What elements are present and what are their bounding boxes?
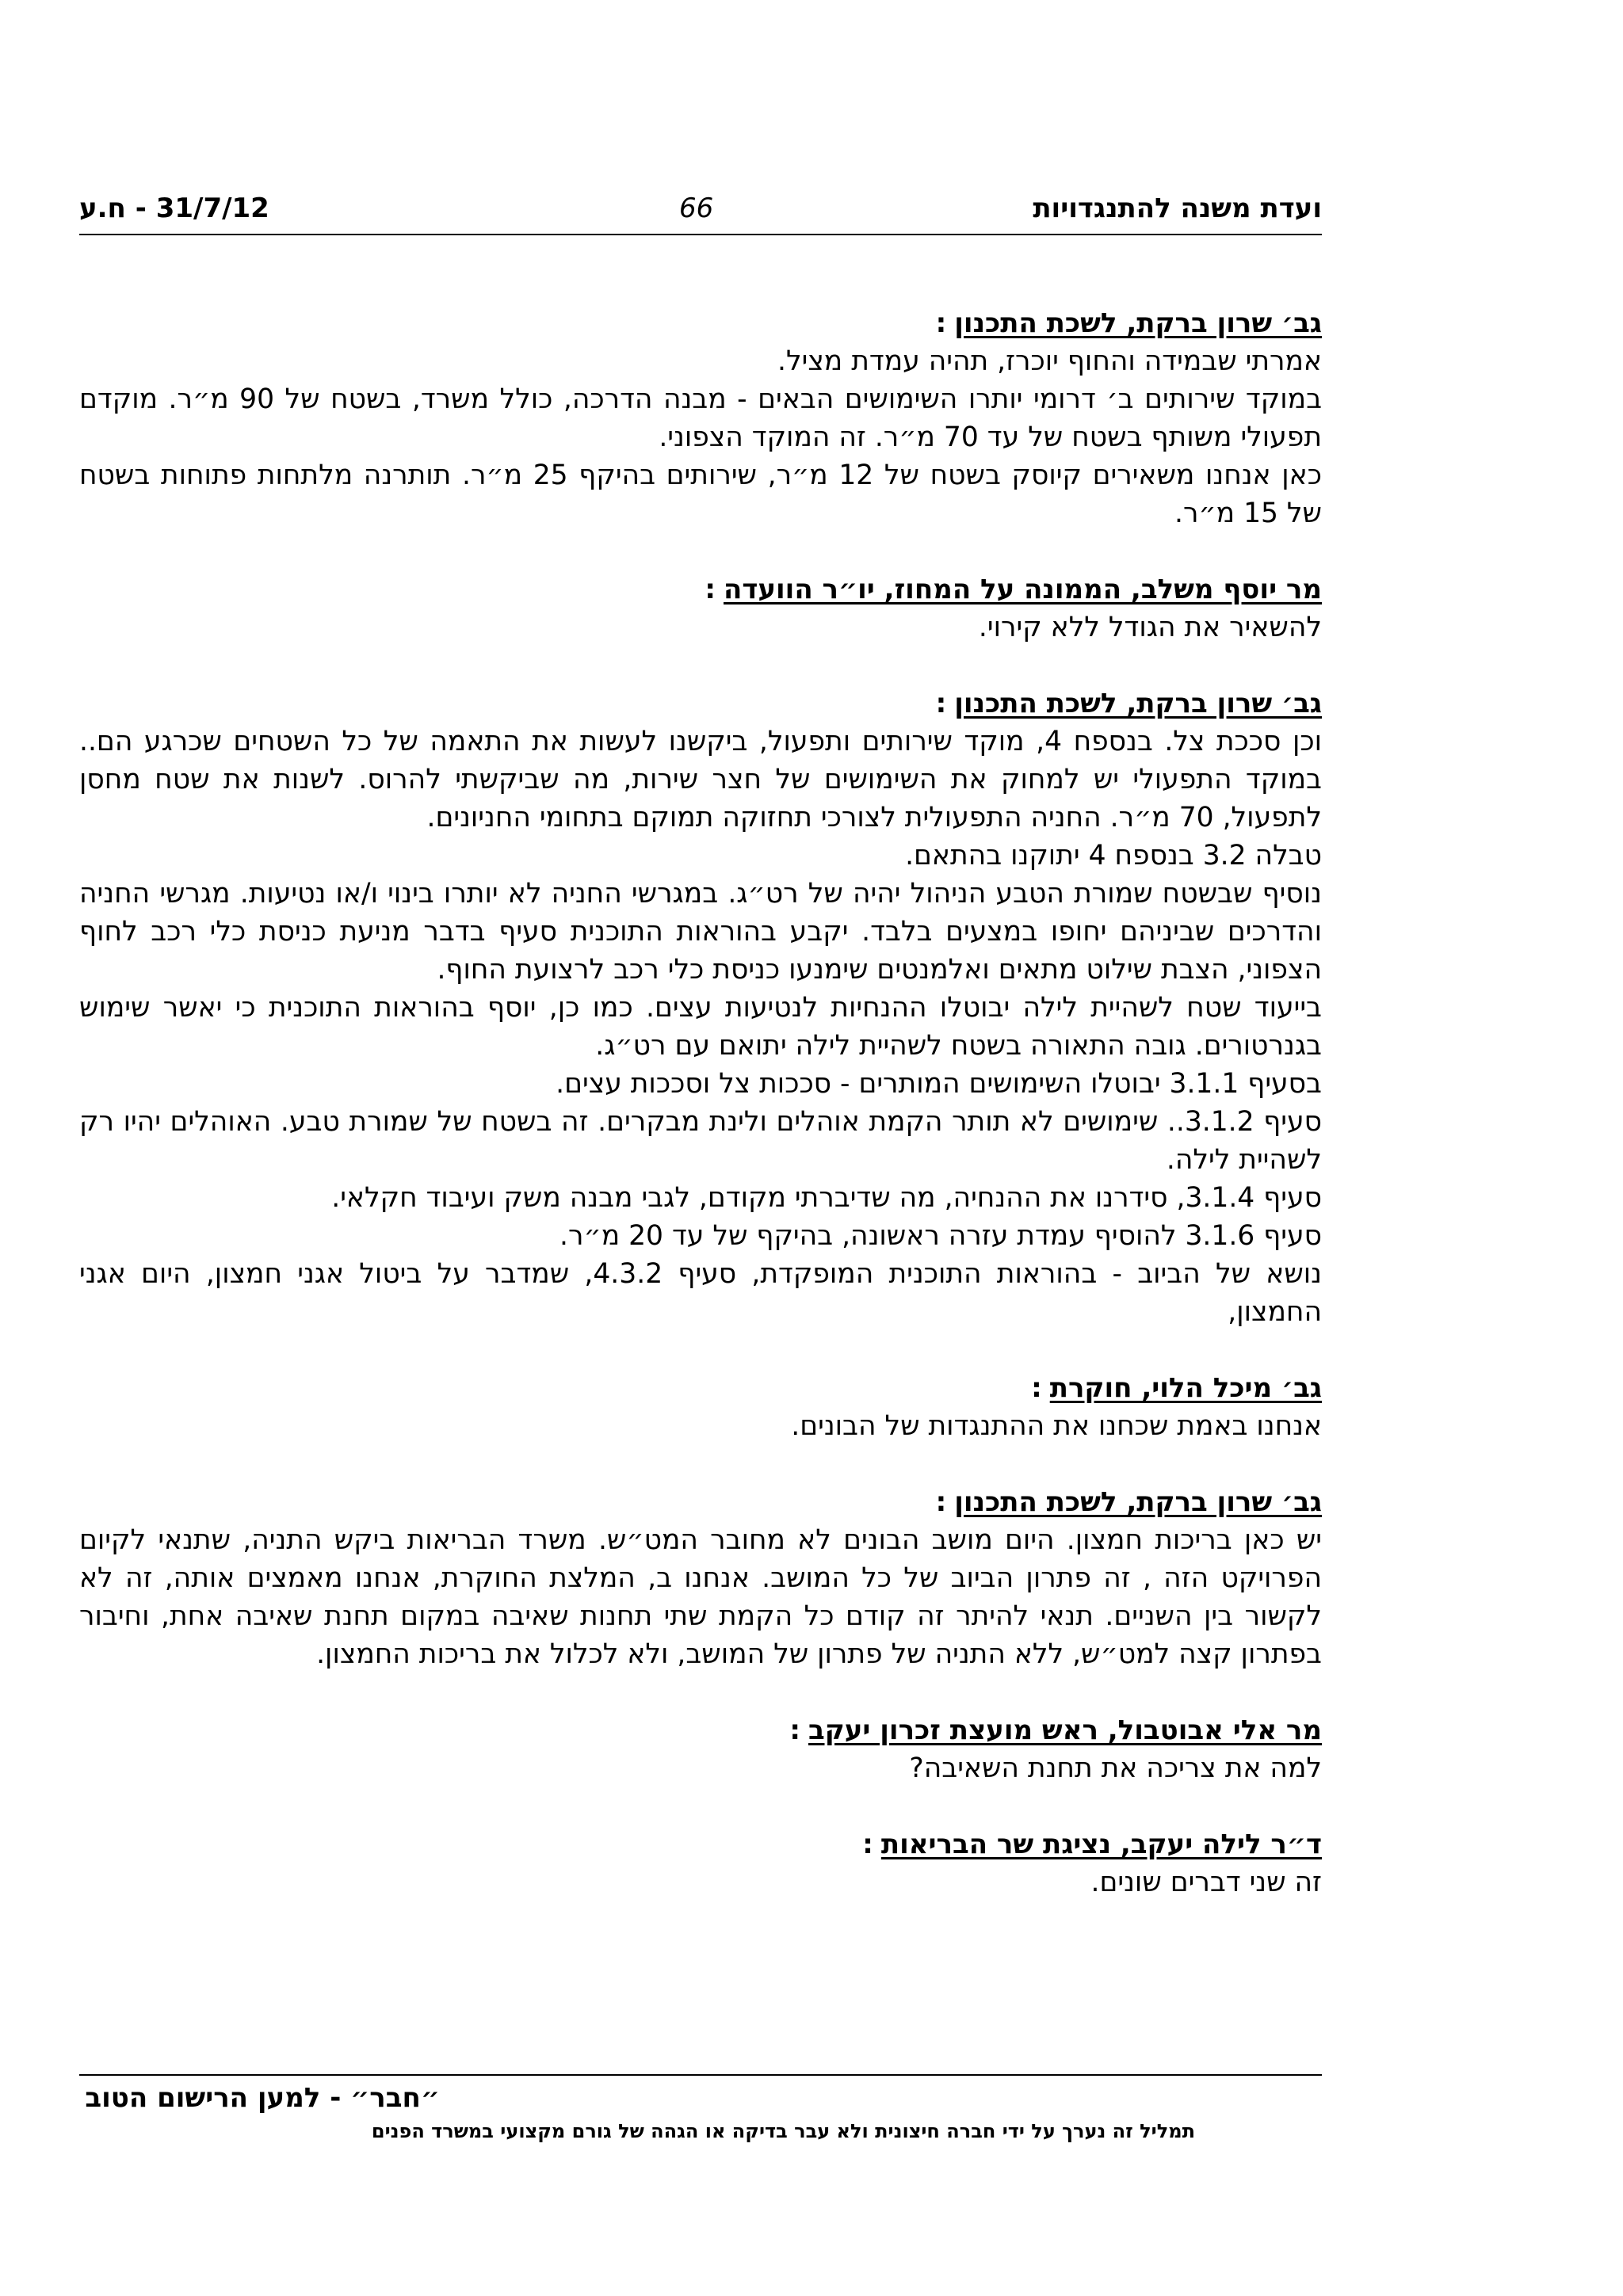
footer-title: ״חבר״ - למען הרישום הטוב: [85, 2082, 440, 2114]
speaker-name: גב׳ שרון ברקת, לשכת התכנון: [954, 1486, 1322, 1518]
speaker-heading: גב׳ מיכל הלוי, חוקרת:: [1031, 1372, 1322, 1404]
speaker-heading: גב׳ שרון ברקת, לשכת התכנון:: [935, 688, 1322, 719]
speaker-block: [79, 1483, 1322, 1673]
speaker-block: [79, 1825, 1322, 1901]
paragraph: נושא של הביוב - בהוראות התוכנית המופקדת, סעיף 4.3.2, שמדבר על ביטול אגני חמצון, היום אגני החמצון,: [79, 1258, 1322, 1328]
speaker-heading: ד״ר לילה יעקב, נציגת שר הבריאות:: [862, 1829, 1322, 1860]
date-initials: 31/7/12 - ח.ע: [79, 193, 269, 224]
paragraph: וכן סככת צל. בנספח 4, מוקד שירותים ותפעול, ביקשנו לעשות את התאמה של כל השטחים שכרגע הם.. במוקד התפעולי יש למחוק את השימושים של חצר שירות, מה שביקשתי להרוס. לשנות את שטח מחסן לתפעול, 70 מ״ר. החניה התפעולית לצורכי תחזוקה תמוקם בתחומי החניונים.: [79, 726, 1322, 833]
paragraph: להשאיר את הגודל ללא קירוי.: [978, 612, 1322, 643]
speaker-heading: גב׳ שרון ברקת, לשכת התכנון:: [935, 307, 1322, 339]
speaker-name: גב׳ שרון ברקת, לשכת התכנון: [954, 307, 1322, 339]
speaker-name: מר אלי אבוטבול, ראש מועצת זכרון יעקב: [808, 1714, 1322, 1746]
speaker-heading: מר אלי אבוטבול, ראש מועצת זכרון יעקב:: [789, 1714, 1322, 1746]
paragraph: אנחנו באמת שכחנו את ההתנגדות של הבונים.: [791, 1410, 1322, 1442]
speaker-block: [79, 685, 1322, 1331]
speaker-block: [79, 1711, 1322, 1787]
paragraph: סעיף 3.1.6 להוסיף עמדת עזרה ראשונה, בהיקף של עד 20 מ״ר.: [559, 1220, 1322, 1252]
footer-disclaimer: תמליל זה נערך על ידי חברה חיצונית ולא עבר בדיקה או הגהה של גורם מקצועי במשרד הפנים: [371, 2120, 1195, 2142]
paragraph: בייעוד שטח לשהיית לילה יבוטלו ההנחיות לנטיעות עצים. כמו כן, יוסף בהוראות התוכנית כי יאשר שימוש בגנרטורים. גובה התאורה בשטח לשהיית לילה יתואם עם רט״ג.: [79, 992, 1322, 1062]
page-footer: [79, 2074, 1322, 2142]
speaker-heading: גב׳ שרון ברקת, לשכת התכנון:: [935, 1486, 1322, 1518]
paragraph: טבלה 3.2 בנספח 4 יתוקנו בהתאם.: [905, 840, 1322, 871]
paragraph: סעיף 3.1.4, סידרנו את ההנחיה, מה שדיברתי מקודם, לגבי מבנה משק ועיבוד חקלאי.: [331, 1182, 1322, 1214]
document-page: [79, 0, 1322, 2296]
transcript-body: [79, 304, 1322, 1939]
paragraph: נוסיף שבשטח שמורת הטבע הניהול יהיה של רט״ג. במגרשי החניה לא יותרו בינוי ו/או נטיעות. מגרשי החניה והדרכים שביניהם יחופו במצעים בלבד. יקבע בהוראות התוכנית סעיף בדבר מניעת כניסת כלי רכב לחוף הצפוני, הצבת שילוט מתאים ואלמנטים שימנעו כניסת כלי רכב לרצועת החוף.: [79, 878, 1322, 986]
speaker-name: מר יוסף משלב, הממונה על המחוז, יו״ר הוועדה: [724, 574, 1322, 605]
paragraph: יש כאן בריכות חמצון. היום מושב הבונים לא מחובר המט״ש. משרד הבריאות ביקש התניה, שתנאי לקיום הפרויקט הזה , זה פתרון הביוב של כל המושב. אנחנו ב, המלצת החוקרת, אנחנו מאמצים אותה, זה לא לקשור בין השניים. תנאי להיתר זה קודם כל הקמת שתי תחנות שאיבה במקום תחנת שאיבה אחת, וחיבור בפתרון קצה למט״ש, ללא התניה של פתרון של המושב, ולא לכלול את בריכות החמצון.: [79, 1524, 1322, 1670]
paragraph: זה שני דברים שונים.: [1090, 1867, 1322, 1898]
speaker-name: גב׳ שרון ברקת, לשכת התכנון: [954, 688, 1322, 719]
paragraph: סעיף 3.1.2.. שימושים לא תותר הקמת אוהלים ולינת מבקרים. זה בשטח של שמורת טבע. האוהלים יהיו רק לשהיית לילה.: [79, 1106, 1322, 1176]
speaker-name: גב׳ מיכל הלוי, חוקרת: [1049, 1372, 1322, 1404]
paragraph: אמרתי שבמידה והחוף יוכרז, תהיה עמדת מציל.: [777, 345, 1322, 377]
paragraph: כאן אנחנו משאירים קיוסק בשטח של 12 מ״ר, שירותים בהיקף 25 מ״ר. תותרנה מלתחות פתוחות בשטח של 15 מ״ר.: [79, 460, 1322, 529]
paragraph: למה את צריכה את תחנת השאיבה?: [909, 1753, 1322, 1784]
paragraph: בסעיף 3.1.1 יבוטלו השימושים המותרים - סככות צל וסככות עצים.: [556, 1068, 1322, 1100]
page-header: [79, 193, 1322, 235]
speaker-block: [79, 1369, 1322, 1445]
speaker-name: ד״ר לילה יעקב, נציגת שר הבריאות: [880, 1829, 1322, 1860]
speaker-heading: מר יוסף משלב, הממונה על המחוז, יו״ר הוועדה:: [705, 574, 1322, 605]
page-number: 66: [679, 193, 714, 224]
paragraph: במוקד שירותים ב׳ דרומי יותרו השימושים הבאים - מבנה הדרכה, כולל משרד, בשטח של 90 מ״ר. מוקדם תפעולי משותף בשטח של עד 70 מ״ר. זה המוקד הצפוני.: [79, 383, 1323, 453]
committee-name: ועדת משנה להתנגדויות: [1033, 193, 1322, 224]
speaker-block: [79, 304, 1322, 532]
speaker-block: [79, 570, 1322, 646]
